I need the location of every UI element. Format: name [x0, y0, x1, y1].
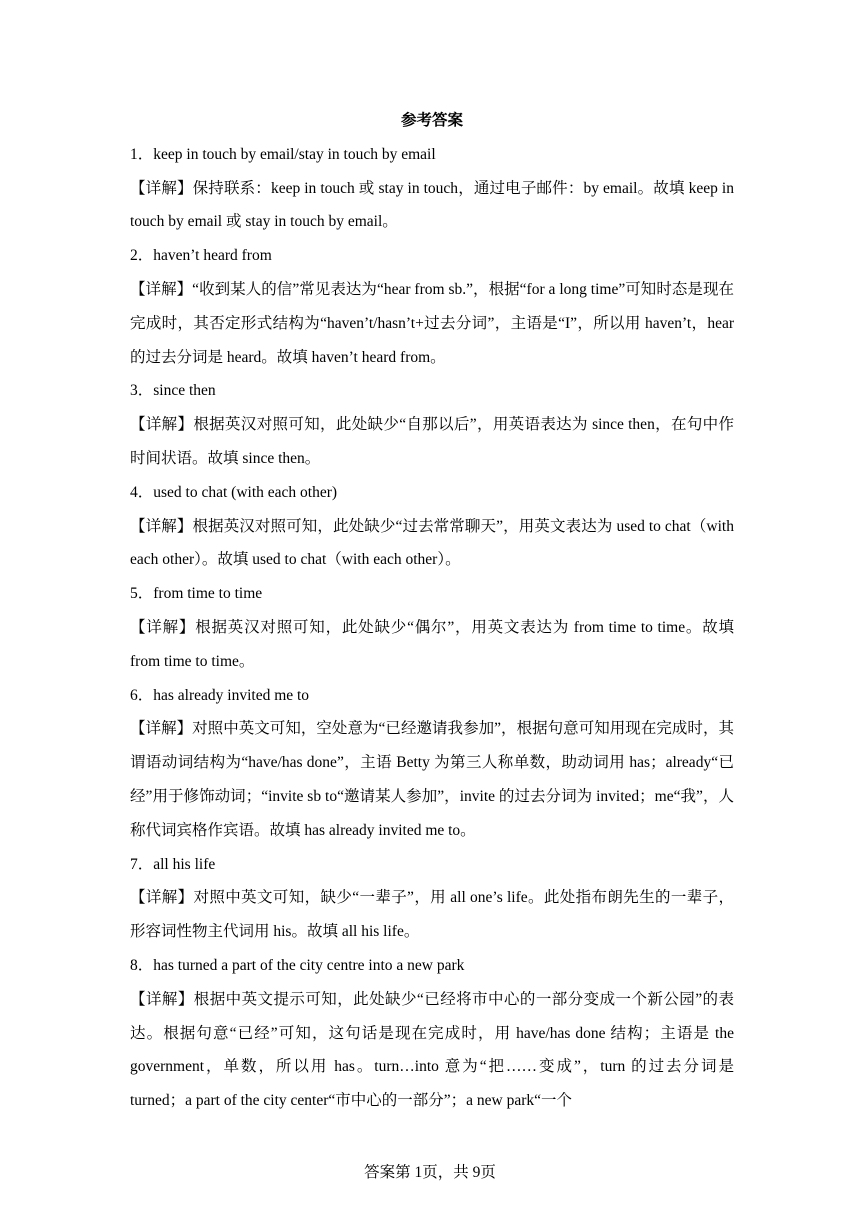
answer-3: 3．since then	[130, 382, 216, 400]
answer-5: 5．from time to time	[130, 585, 263, 603]
answer-4: 4．used to chat (with each other)	[130, 483, 338, 501]
page-footer: 答案第 1页，共 9页	[364, 1164, 496, 1181]
page-title: 参考答案	[400, 112, 463, 129]
explanation-7: 【详解】对照中英文可知，缺少“一辈子”，用 all one’s life。此处指布朗先生的一辈子，形容词性物主代词用 his。故填 all his life。	[130, 889, 734, 941]
answer-2: 2．haven’t heard from	[130, 247, 272, 265]
answer-8: 8．has turned a part of the city centre into a new park	[130, 956, 465, 974]
explanation-4: 【详解】根据英汉对照可知，此处缺少“过去常常聊天”，用英文表达为 used to chat（with each other）。故填 used to chat（with each other）。	[130, 517, 734, 569]
explanation-8: 【详解】根据中英文提示可知，此处缺少“已经将市中心的一部分变成一个新公园”的表达。根据句意“已经”可知，这句话是现在完成时，用 have/has done 结构；主语是 the government，单数，所以用 has。turn…into 意为“把……变成”，turn 的过去分词是 turned；a part of the city center“市中心的一部分”；a new park“一个	[130, 990, 734, 1110]
answer-6: 6．has already invited me to	[130, 686, 310, 704]
answer-content	[130, 104, 734, 1118]
explanation-3: 【详解】根据英汉对照可知，此处缺少“自那以后”，用英语表达为 since then，在句中作时间状语。故填 since then。	[130, 416, 734, 467]
explanation-2: 【详解】“收到某人的信”常见表达为“hear from sb.”，根据“for a long time”可知时态是现在完成时，其否定形式结构为“haven’t/hasn’t+过去分词”，主语是“I”，所以用 haven’t，hear 的过去分词是 heard。故填 haven’t heard from。	[130, 280, 734, 366]
explanation-5: 【详解】根据英汉对照可知，此处缺少“偶尔”，用英文表达为 from time to time。故填 from time to time。	[130, 618, 734, 670]
answer-7: 7．all his life	[130, 855, 216, 873]
answer-1: 1．keep in touch by email/stay in touch by email	[130, 145, 436, 163]
explanation-1: 【详解】保持联系：keep in touch 或 stay in touch，通过电子邮件：by email。故填 keep in touch by email 或 stay in touch by email。	[130, 179, 734, 231]
explanation-6: 【详解】对照中英文可知，空处意为“已经邀请我参加”，根据句意可知用现在完成时，其谓语动词结构为“have/has done”，主语 Betty 为第三人称单数，助动词用 has；already“已经”用于修饰动词；“invite sb to“邀请某人参加”，invite 的过去分词为 invited；me“我”，人称代词宾格作宾语。故填 has already invited me to。	[130, 720, 734, 839]
